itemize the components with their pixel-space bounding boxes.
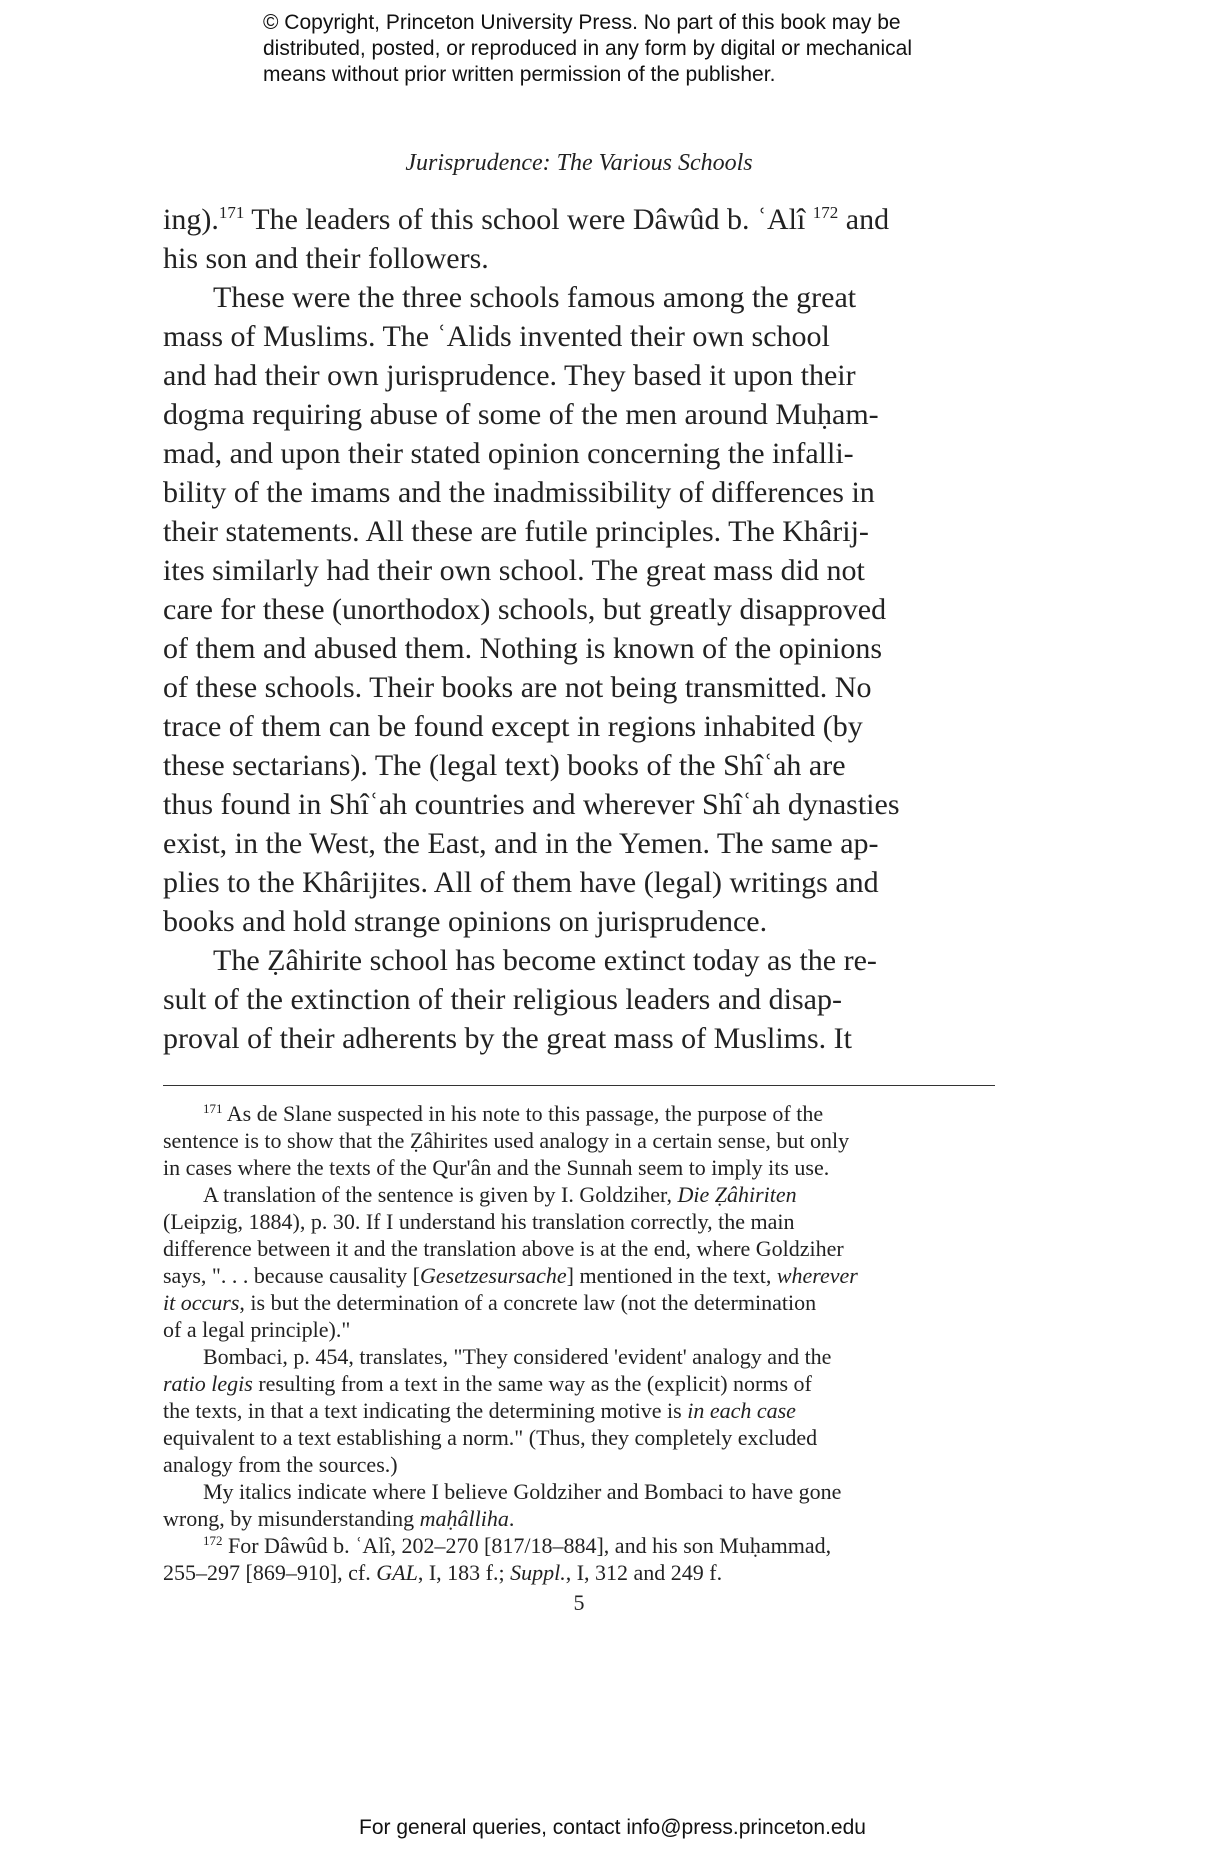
footnote-line: difference between it and the translation above is at the end, where Goldziher — [163, 1236, 844, 1261]
text-line: their statements. All these are futile principles. The Khârij- — [163, 515, 869, 548]
footnote-line: ratio legis resulting from a text in the same way as the (explicit) norms of — [163, 1371, 812, 1396]
footnote-ref-172: 172 — [812, 203, 839, 222]
footnotes — [163, 1100, 995, 1586]
text-line: bility of the imams and the inadmissibility of differences in — [163, 476, 875, 509]
main-text — [163, 200, 995, 1058]
text-line: of these schools. Their books are not being transmitted. No — [163, 671, 872, 704]
text-line: books and hold strange opinions on jurisprudence. — [163, 905, 768, 938]
footnote-line: the texts, in that a text indicating the determining motive is in each case — [163, 1398, 796, 1423]
footnote-line: it occurs, is but the determination of a concrete law (not the determination — [163, 1290, 817, 1315]
paragraph-start: These were the three schools famous among the great — [213, 281, 857, 314]
text-line: these sectarians). The (legal text) books of the Shîʿah are — [163, 749, 846, 782]
footnote-divider — [163, 1085, 995, 1086]
text-line: ites similarly had their own school. The great mass did not — [163, 554, 865, 587]
footnote-ref-171: 171 — [218, 203, 245, 222]
text-line: dogma requiring abuse of some of the men around Muḥam- — [163, 398, 879, 431]
footnote-line: in cases where the texts of the Qur'ân and the Sunnah seem to imply its use. — [163, 1155, 830, 1180]
text-line: care for these (unorthodox) schools, but greatly disapproved — [163, 593, 887, 626]
footnote-line: Bombaci, p. 454, translates, "They considered 'evident' analogy and the — [203, 1344, 832, 1369]
text-line: and had their own jurisprudence. They based it upon their — [163, 359, 856, 392]
text-line: sult of the extinction of their religious leaders and disap- — [163, 983, 842, 1016]
text-line: mad, and upon their stated opinion concerning the infalli- — [163, 437, 854, 470]
footnote-line: of a legal principle)." — [163, 1317, 351, 1342]
running-head: Jurisprudence: The Various Schools — [405, 150, 753, 176]
footnote-line: A translation of the sentence is given by I. Goldziher, Die Ẓâhiriten — [203, 1182, 797, 1207]
footnote-number: 171 — [203, 1101, 223, 1116]
footnote-line: (Leipzig, 1884), p. 30. If I understand his translation correctly, the main — [163, 1209, 795, 1234]
footnote-number: 172 — [203, 1533, 223, 1548]
text-line: his son and their followers. — [163, 242, 489, 275]
page-number: 5 — [573, 1590, 585, 1615]
footnote-line: sentence is to show that the Ẓâhirites used analogy in a certain sense, but only — [163, 1128, 850, 1153]
text-line: proval of their adherents by the great mass of Muslims. It — [163, 1022, 853, 1055]
footer-contact: For general queries, contact info@press.princeton.edu — [359, 1816, 866, 1839]
text-line: exist, in the West, the East, and in the Yemen. The same ap- — [163, 827, 879, 860]
footnote-171: $^{171}$ As de Slane suspected in his note to this passage, the purpose of the — [203, 1101, 824, 1126]
text-line: plies to the Khârijites. All of them have (legal) writings and — [163, 866, 879, 899]
copyright-line: distributed, posted, or reproduced in any form by digital or mechanical — [263, 37, 913, 60]
footnote-line: My italics indicate where I believe Goldziher and Bombaci to have gone — [203, 1479, 842, 1504]
text-line: thus found in Shîʿah countries and wherever Shîʿah dynasties — [163, 788, 900, 821]
text-line: ing).$^{171}$ The leaders of this school were Dâwûd b. ʿAlî $^{172}$ and — [163, 203, 890, 236]
footnote-line: wrong, by misunderstanding maḥâlliha. — [163, 1506, 515, 1531]
text-line: of them and abused them. Nothing is known of the opinions — [163, 632, 883, 665]
footnote-172: $^{172}$ For Dâwûd b. ʿAlî, 202–270 [817/18–884], and his son Muḥammad, — [203, 1533, 832, 1558]
copyright-line: © Copyright, Princeton University Press. No part of this book may be — [263, 11, 901, 34]
footnote-line: says, ". . . because causality [Gesetzesursache] mentioned in the text, wherever — [163, 1263, 858, 1288]
paragraph-start: The Ẓâhirite school has become extinct today as the re- — [213, 944, 877, 977]
copyright-line: means without prior written permission of the publisher. — [263, 63, 776, 86]
copyright-notice — [263, 10, 1023, 88]
footnote-line: 255–297 [869–910], cf. GAL, I, 183 f.; Suppl., I, 312 and 249 f. — [163, 1560, 723, 1585]
footnote-line: analogy from the sources.) — [163, 1452, 398, 1477]
footnote-line: equivalent to a text establishing a norm." (Thus, they completely excluded — [163, 1425, 818, 1450]
text-line: trace of them can be found except in regions inhabited (by — [163, 710, 863, 743]
text-line: mass of Muslims. The ʿAlids invented their own school — [163, 320, 830, 353]
